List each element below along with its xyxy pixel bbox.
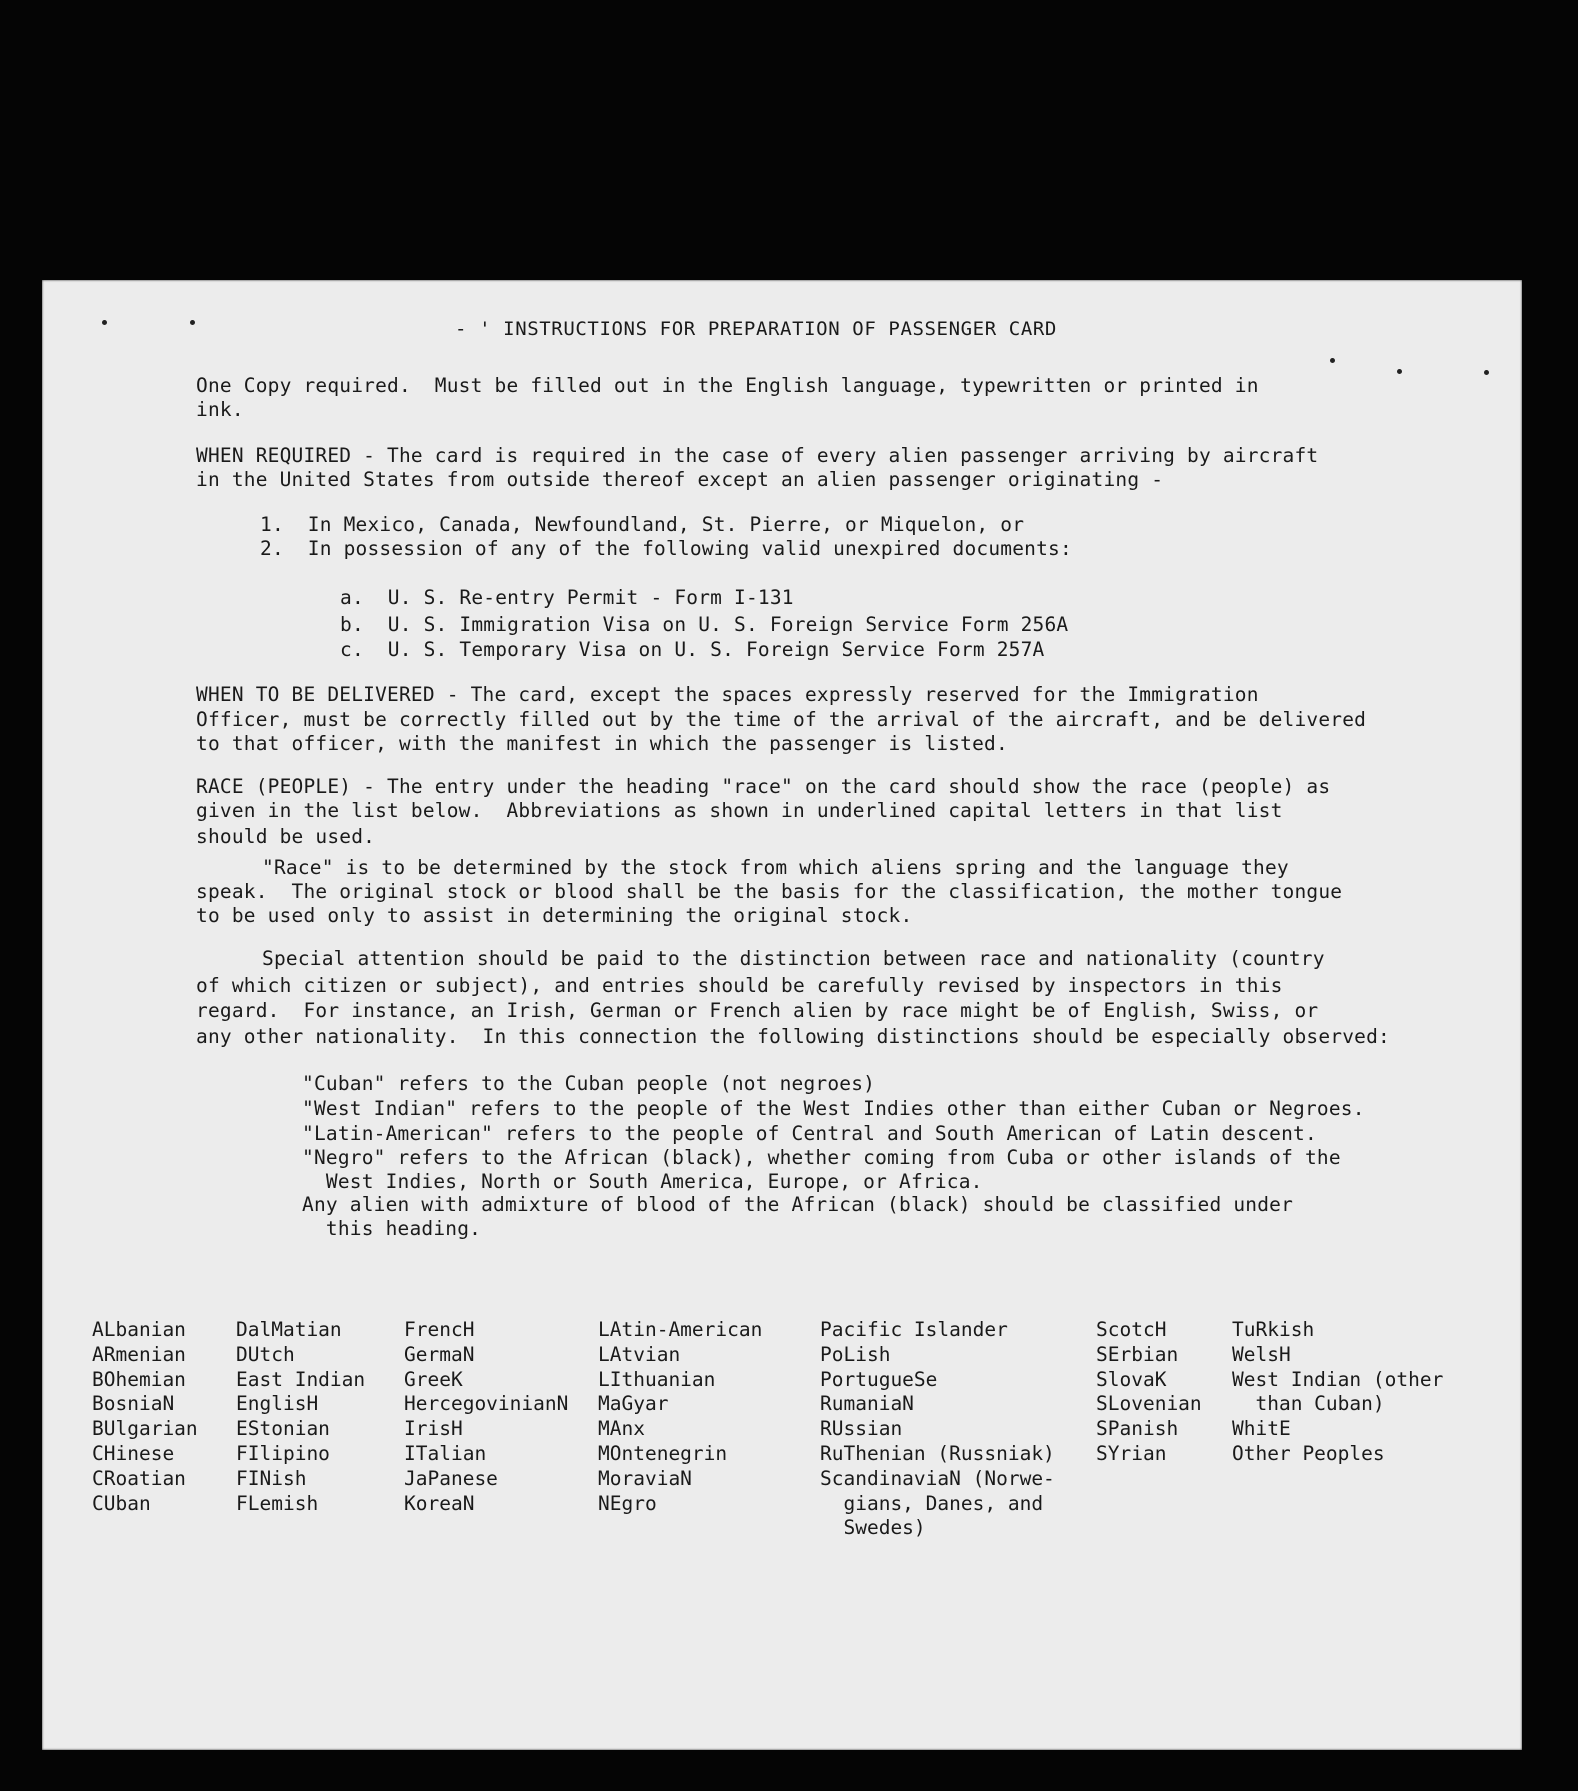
lettered-item-b: b. U. S. Immigration Visa on U. S. Foreign Service Form 256A (340, 613, 1069, 636)
race-list-column-3 (404, 1318, 568, 1516)
race-list-item: RuThenian (Russniak) (820, 1441, 1055, 1465)
distinction-cuban: "Cuban" refers to the Cuban people (not negroes) (302, 1072, 876, 1095)
race-list-item: SErbian (1096, 1342, 1179, 1366)
when-required-line-2: in the United States from outside thereof except an alien passenger originating - (196, 468, 1164, 491)
race-list-column-7 (1232, 1318, 1443, 1467)
race-list-item: MaGyar (598, 1392, 669, 1416)
special-attention-line-2: of which citizen or subject), and entries should be carefully revised by inspectors in this (196, 974, 1283, 997)
document-page (42, 280, 1522, 1750)
distinction-admixture-line-1: Any alien with admixture of blood of the African (black) should be classified under (302, 1193, 1294, 1216)
race-list-item: HercegovinianN (404, 1392, 569, 1416)
speck-mark (1330, 358, 1335, 363)
race-list-item: ARmenian (92, 1342, 186, 1366)
speck-mark (1397, 369, 1402, 374)
race-list-item: Other Peoples (1232, 1441, 1385, 1465)
race-list-item: ALbanian (92, 1318, 186, 1341)
race-list-item: LIthuanian (598, 1367, 716, 1391)
race-list-item: GermaN (404, 1342, 475, 1366)
race-list-column-2 (236, 1318, 365, 1516)
race-people-line-2: given in the list below. Abbreviations as shown in underlined capital letters in that list (196, 799, 1283, 822)
special-attention-line-3: regard. For instance, an Irish, German or French alien by race might be of English, Swiss, or (196, 999, 1319, 1022)
race-list-item: SYrian (1096, 1441, 1167, 1465)
race-list-item: than Cuban) (1232, 1392, 1385, 1416)
race-list-item: BosniaN (92, 1392, 175, 1416)
race-list-item: FINish (236, 1466, 307, 1490)
race-list-item: PortugueSe (820, 1367, 938, 1391)
race-determined-line-2: speak. The original stock or blood shall be the basis for the classification, the mother tongue (196, 880, 1343, 903)
race-people-line-3: should be used. (196, 825, 376, 848)
race-list-item: West Indian (other (1232, 1367, 1444, 1391)
race-list-item: KoreaN (404, 1491, 475, 1515)
numbered-item-1: 1. In Mexico, Canada, Newfoundland, St. Pierre, or Miquelon, or (260, 513, 1025, 536)
race-list-item: WelsH (1232, 1342, 1291, 1366)
race-list-item: FIlipino (236, 1441, 330, 1465)
race-list-item: PoLish (820, 1342, 891, 1366)
race-list-item: gians, Danes, and (820, 1491, 1044, 1515)
race-list-item: WhitE (1232, 1417, 1291, 1441)
distinction-latin-american: "Latin-American" refers to the people of Central and South American of Latin descent. (302, 1122, 1317, 1145)
race-list-item: SlovaK (1096, 1367, 1167, 1391)
race-list-item: BOhemian (92, 1367, 186, 1391)
lettered-item-a: a. U. S. Re-entry Permit - Form I-131 (340, 586, 794, 609)
race-list-column-4 (598, 1318, 762, 1516)
special-attention-line-4: any other nationality. In this connection the following distinctions should be especially observed: (196, 1025, 1390, 1048)
numbered-item-2: 2. In possession of any of the following valid unexpired documents: (260, 537, 1072, 560)
intro-line-1: One Copy required. Must be filled out in the English language, typewritten or printed in (196, 374, 1259, 397)
race-list-item: JaPanese (404, 1466, 498, 1490)
race-list-item: EnglisH (236, 1392, 319, 1416)
race-list-item: DUtch (236, 1342, 295, 1366)
race-list-item: ScandinaviaN (Norwe- (820, 1466, 1055, 1490)
lettered-item-c: c. U. S. Temporary Visa on U. S. Foreign Service Form 257A (340, 638, 1045, 661)
race-list-item: NEgro (598, 1491, 657, 1515)
intro-line-2: ink. (196, 398, 244, 421)
when-delivered-line-1: WHEN TO BE DELIVERED - The card, except the spaces expressly reserved for the Immigration (196, 683, 1259, 706)
distinction-negro-line-2: West Indies, North or South America, Europe, or Africa. (302, 1170, 983, 1193)
when-delivered-line-3: to that officer, with the manifest in which the passenger is listed. (196, 732, 1008, 755)
race-list-item: FLemish (236, 1491, 319, 1515)
race-list-item: MAnx (598, 1417, 645, 1441)
speck-mark (190, 320, 195, 325)
when-required-line-1: WHEN REQUIRED - The card is required in the case of every alien passenger arriving by aircraft (196, 444, 1319, 467)
race-list-item: BUlgarian (92, 1417, 198, 1441)
race-people-line-1: RACE (PEOPLE) - The entry under the heading "race" on the card should show the race (people) as (196, 775, 1331, 798)
race-list-column-6 (1096, 1318, 1202, 1467)
race-list-item: CRoatian (92, 1466, 186, 1490)
race-list-item: EStonian (236, 1417, 330, 1441)
race-list-item: SLovenian (1096, 1392, 1202, 1416)
distinction-negro-line-1: "Negro" refers to the African (black), whether coming from Cuba or other islands of the (302, 1146, 1341, 1169)
race-list-column-5 (820, 1318, 1055, 1541)
race-determined-line-3: to be used only to assist in determining the original stock. (196, 904, 913, 927)
race-list-item: MoraviaN (598, 1466, 692, 1490)
race-list-column-1 (92, 1318, 198, 1516)
race-list-item: TuRkish (1232, 1318, 1315, 1341)
race-list-item: Swedes) (820, 1516, 926, 1540)
race-list-item: FrencH (404, 1318, 475, 1341)
race-list-item: RUssian (820, 1417, 903, 1441)
page-title: - ' INSTRUCTIONS FOR PREPARATION OF PASSENGER CARD (455, 318, 1057, 340)
race-list-item: DalMatian (236, 1318, 342, 1341)
race-list-item: LAtin-American (598, 1318, 763, 1341)
when-delivered-line-2: Officer, must be correctly filled out by the time of the arrival of the aircraft, and be delivered (196, 708, 1367, 731)
race-list-item: LAtvian (598, 1342, 681, 1366)
race-determined-line-1: "Race" is to be determined by the stock from which aliens spring and the language they (262, 856, 1289, 879)
race-list-item: GreeK (404, 1367, 463, 1391)
race-list-item: CUban (92, 1491, 151, 1515)
race-list-item: East Indian (236, 1367, 366, 1391)
race-list-item: IrisH (404, 1417, 463, 1441)
special-attention-line-1: Special attention should be paid to the distinction between race and nationality (country (262, 947, 1325, 970)
speck-mark (102, 320, 107, 325)
distinction-admixture-line-2: this heading. (302, 1217, 482, 1240)
distinction-west-indian: "West Indian" refers to the people of the West Indies other than either Cuban or Negroes. (302, 1097, 1365, 1120)
race-list-item: SPanish (1096, 1417, 1179, 1441)
speck-mark (1484, 370, 1489, 375)
race-list-item: CHinese (92, 1441, 175, 1465)
race-list-item: ScotcH (1096, 1318, 1167, 1341)
race-list-item: RumaniaN (820, 1392, 914, 1416)
race-list-item: ITalian (404, 1441, 487, 1465)
race-list-item: MOntenegrin (598, 1441, 728, 1465)
race-list-item: Pacific Islander (820, 1318, 1008, 1341)
